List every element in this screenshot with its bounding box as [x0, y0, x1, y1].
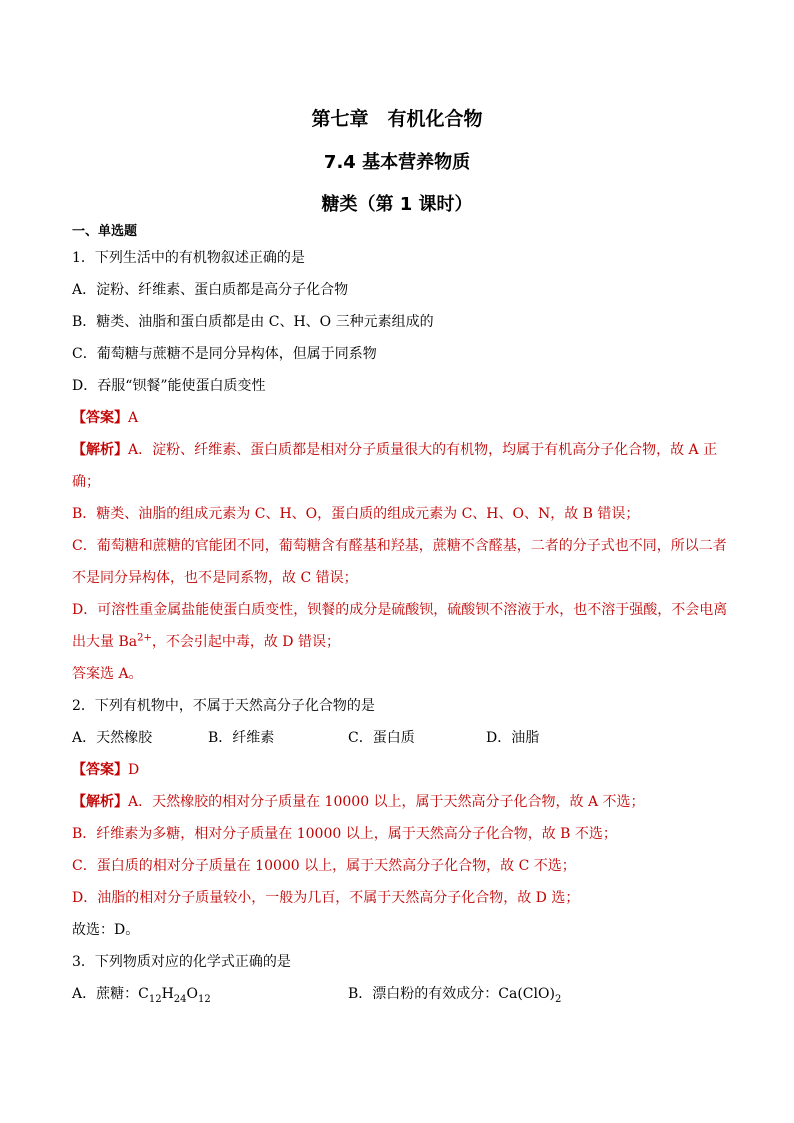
q1-analysis-line-3b: 不是同分异构体，也不是同系物，故 C 错误； [72, 570, 358, 586]
q2-analysis-line-2: B．纤维素为多糖，相对分子质量在 10000 以上，属于天然高分子化合物，故 B 不选； [72, 826, 617, 842]
q1-analysis-4b-pre: 出大量 Ba [72, 634, 138, 650]
q3-stem: 3．下列物质对应的化学式正确的是 [72, 954, 291, 970]
q3-option-b [348, 984, 561, 1004]
q2-analysis-label: 【解析】 [72, 794, 128, 810]
q1-analysis-4b-sup: 2+ [137, 632, 152, 644]
q3-option-a-sub-3: 12 [198, 993, 211, 1005]
q2-answer-value: D [128, 762, 140, 778]
q2-option-d: D．油脂 [486, 730, 540, 746]
q1-answer [72, 408, 138, 428]
q3-option-b-sub-1: 2 [554, 993, 562, 1005]
q1-analysis-line-3: C．葡萄糖和蔗糖的官能团不同，葡萄糖含有醛基和羟基，蔗糖不含醛基，二者的分子式也不同，所以二者 [72, 538, 727, 554]
q1-analysis-line-2: B．糖类、油脂的组成元素为 C、H、O，蛋白质的组成元素为 C、H、O、N，故 B 错误； [72, 506, 640, 522]
q3-option-a-pre: A．蔗糖：C [72, 986, 149, 1002]
q1-analysis-line-1 [72, 440, 717, 460]
q2-answer [72, 760, 139, 780]
q3-option-a-sub-2: 24 [173, 993, 187, 1005]
q1-option-b: B．糖类、油脂和蛋白质都是由 C、H、O 三种元素组成的 [72, 314, 434, 330]
q2-option-c: C．蛋白质 [348, 730, 415, 746]
q1-stem: 1．下列生活中的有机物叙述正确的是 [72, 250, 305, 266]
q1-answer-value: A [128, 410, 139, 426]
q1-option-a: A．淀粉、纤维素、蛋白质都是高分子化合物 [72, 282, 349, 298]
section-title: 7.4 基本营养物质 [323, 152, 471, 173]
q3-option-b-pre: B．漂白粉的有效成分：Ca(ClO) [348, 986, 555, 1002]
lesson-title: 糖类（第 1 课时） [321, 194, 473, 215]
q1-conclusion: 答案选 A。 [72, 666, 143, 682]
q1-analysis-label: 【解析】 [72, 442, 128, 458]
q1-option-d: D．吞服“钡餐”能使蛋白质变性 [72, 378, 266, 394]
q2-analysis-line-3: C．蛋白质的相对分子质量在 10000 以上，属于天然高分子化合物，故 C 不选； [72, 858, 576, 874]
chapter-title: 第七章 有机化合物 [311, 108, 483, 130]
section-heading: 一、单选题 [72, 224, 138, 239]
q2-conclusion: 故选：D。 [72, 922, 140, 938]
q1-analysis-4b-post: ，不会引起中毒，故 D 错误； [151, 634, 340, 650]
q2-analysis-line-1 [72, 792, 645, 812]
q3-option-a-sub-1: 12 [148, 993, 162, 1005]
q3-option-a-h: H [161, 986, 174, 1002]
q1-analysis-line-4b [72, 632, 340, 652]
q2-stem: 2．下列有机物中，不属于天然高分子化合物的是 [72, 698, 375, 714]
q1-analysis-line-4: D．可溶性重金属盐能使蛋白质变性，钡餐的成分是硫酸钡，硫酸钡不溶液于水，也不溶于强酸，不会电离 [72, 602, 728, 618]
q2-analysis-line-4: D．油脂的相对分子质量较小，一般为几百，不属于天然高分子化合物，故 D 选； [72, 890, 580, 906]
q1-option-c: C．葡萄糖与蔗糖不是同分异构体，但属于同系物 [72, 346, 377, 362]
q2-analysis-text-1: A．天然橡胶的相对分子质量在 10000 以上，属于天然高分子化合物，故 A 不选； [128, 794, 645, 810]
q2-option-a: A．天然橡胶 [72, 730, 153, 746]
q3-option-a-o: O [186, 986, 198, 1002]
q1-analysis-text-1: A．淀粉、纤维素、蛋白质都是相对分子质量很大的有机物，均属于有机高分子化合物，故 A 正 [128, 442, 718, 458]
q3-option-a [72, 984, 211, 1004]
q2-option-b: B．纤维素 [208, 730, 275, 746]
q1-answer-label: 【答案】 [72, 410, 128, 426]
q1-analysis-line-1b: 确； [72, 474, 100, 490]
q2-answer-label: 【答案】 [72, 762, 128, 778]
